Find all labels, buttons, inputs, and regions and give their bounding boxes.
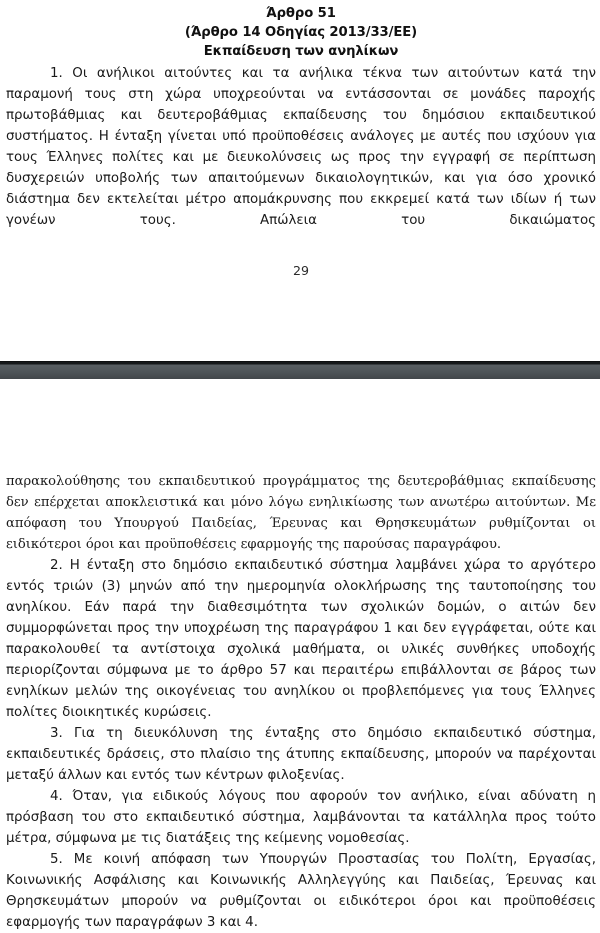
page-top-whitespace (0, 379, 600, 471)
paragraph-1: 1. Οι ανήλικοι αιτούντες και τα ανήλικα τέκνα των αιτούντων κατά την παραμονή τους στη χώρα υποχρεούνται να εντάσσονται σε μονάδες παροχής πρωτοβάθμιας και δευτεροβάθμιας εκπαίδευσης του δημόσιου εκπαιδευτικού συστήματος. Η ένταξη γίνεται υπό προϋποθέσεις ανάλογες με αυτές που ισχύουν για τους Έλληνες πολίτες και με διευκολύνσεις ως προς την εγγραφή σε περίπτωση δυσχερειών υποβολής των απαιτούμενων δικαιολογητικών, και για όσο χρονικό διάστημα δεν εκτελείται μέτρο απομάκρυνσης που εκκρεμεί κατά των ιδίων ή των γονέων τους. Απώλεια του δικαιώματος (6, 66, 596, 228)
paragraph-2: 2. Η ένταξη στο δημόσιο εκπαιδευτικό σύστημα λαμβάνει χώρα το αργότερο εντός τριών (3) μηνών από την ημερομηνία ολοκλήρωσης της ταυτοποίησης του ανηλίκου. Εάν παρά την διαθεσιμότητα των σχολικών δομών, ο αιτών δεν συμμορφώνεται προς την υποχρέωση της παραγράφου 1 και δεν εγγράφεται, ούτε και παρακολουθεί τα αντίστοιχα σχολικά μαθήματα, οι υλικές συνθήκες υποδοχής περιορίζονται σύμφωνα με το άρθρο 57 και περαιτέρω επιβάλλονται σε βάρος των ενηλίκων μελών της οικογένειας του ανηλίκου οι προβλεπόμενες για τους Έλληνες πολίτες διοικητικές κυρώσεις. (6, 558, 596, 720)
paragraph-5: 5. Με κοινή απόφαση των Υπουργών Προστασίας του Πολίτη, Εργασίας, Κοινωνικής Ασφάλισης και Κοινωνικής Αλληλεγγύης και Παιδείας, Έρευνας και Θρησκευμάτων μπορούν να ρυθμίζονται οι ειδικότεροι όροι και προϋποθέσεις εφαρμογής των παραγράφων 3 και 4. (6, 852, 596, 930)
page-bottom-whitespace (0, 279, 600, 361)
document-page-30 (0, 471, 600, 933)
page-number: 29 (292, 263, 310, 278)
page-title-line-subject: Εκπαίδευση των ανηλίκων (203, 44, 399, 59)
paragraph-4: 4. Όταν, για ειδικούς λόγους που αφορούν τον ανήλικο, είναι αδύνατη η πρόσβαση του στο εκπαιδευτικό σύστημα, λαμβάνονται τα κατάλληλα προς τούτο μέτρα, σύμφωνα με τις διατάξεις της κείμενης νομοθεσίας. (6, 789, 596, 846)
page-separator-bar (0, 361, 600, 379)
page-title-line-article-number: Άρθρο 51 (266, 6, 336, 21)
document-page-29 (0, 0, 600, 279)
page-title-line-directive-reference: (Άρθρο 14 Οδηγίας 2013/33/ΕΕ) (184, 25, 418, 40)
paragraph-3: 3. Για τη διευκόλυνση της ένταξης στο δημόσιο εκπαιδευτικό σύστημα, εκπαιδευτικές δράσεις, στο πλαίσιο της άτυπης εκπαίδευσης, μπορούν να παρέχονται μεταξύ άλλων και εντός των κέντρων φιλοξενίας. (6, 726, 596, 783)
paragraph-1-continuation: παρακολούθησης του εκπαιδευτικού προγράμματος της δευτεροβάθμιας εκπαίδευσης δεν επέρχεται αποκλειστικά και μόνο λόγω ενηλικίωσης των ανωτέρω αιτούντων. Με απόφαση του Υπουργού Παιδείας, Έρευνας και Θρησκευμάτων ρυθμίζονται οι ειδικότεροι όροι και προϋποθέσεις εφαρμογής της παρούσας παραγράφου. (6, 474, 596, 552)
page-title-block (6, 4, 596, 61)
